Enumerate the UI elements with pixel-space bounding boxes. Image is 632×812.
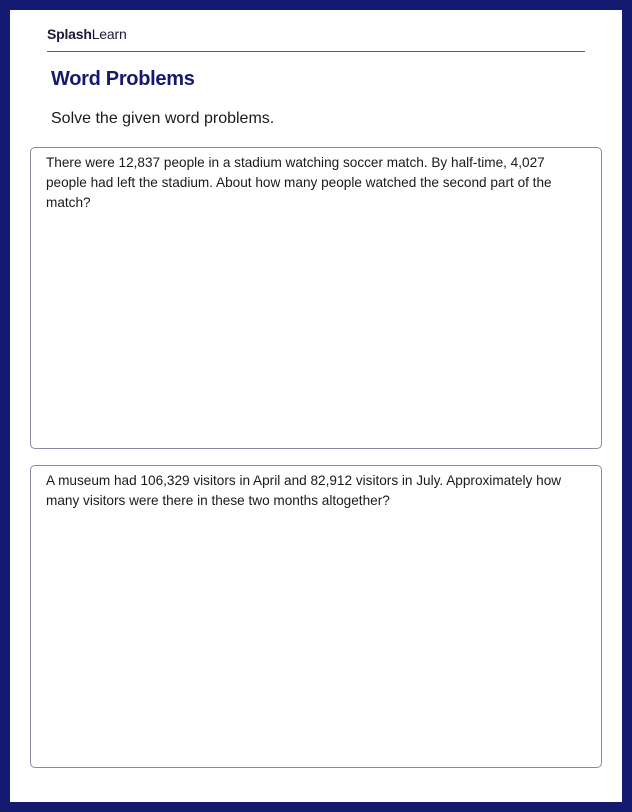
problem-text-2: A museum had 106,329 visitors in April and 82,912 visitors in July. Approximately how many visitors were there in these two months altogether? — [46, 473, 562, 508]
worksheet-title: Word Problems — [51, 68, 195, 90]
brand-logo-bold: Splash — [47, 26, 92, 42]
problem-box-1[interactable] — [30, 147, 602, 449]
problem-box-2[interactable] — [30, 465, 602, 768]
brand-logo-regular: Learn — [91, 26, 127, 42]
problem-text-1: There were 12,837 people in a stadium watching soccer match. By half-time, 4,027 people had left the stadium. About how many people watched the second part of the match? — [46, 155, 552, 210]
worksheet-instructions: Solve the given word problems. — [51, 110, 275, 127]
worksheet-page — [10, 10, 622, 802]
brand-logo — [47, 26, 127, 42]
header-divider — [47, 51, 585, 52]
